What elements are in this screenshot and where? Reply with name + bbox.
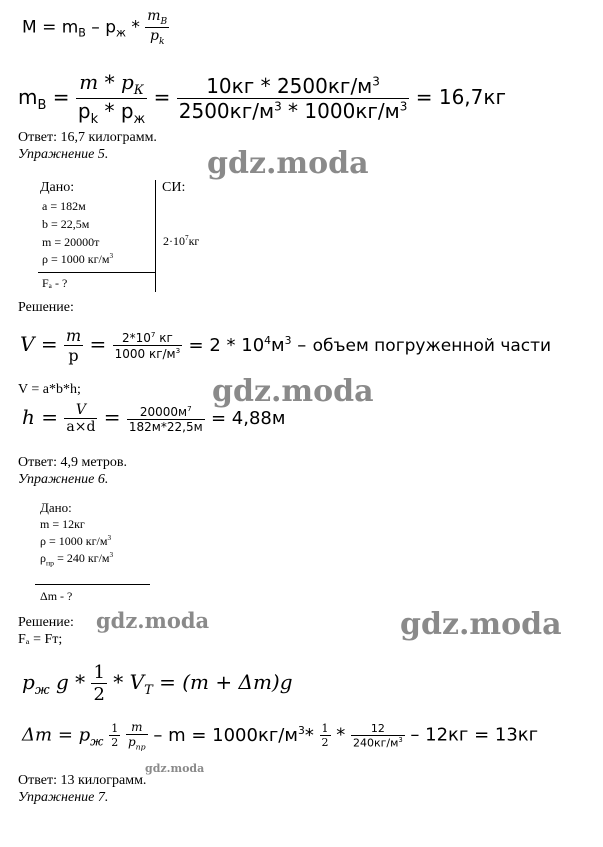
given6-rho xyxy=(40,534,111,549)
eq8-half2-den: 2 xyxy=(321,736,329,750)
eq2-f2-den-sup2: 3 xyxy=(399,99,408,114)
eq8-lhs: Δm xyxy=(22,724,53,746)
eq8-half xyxy=(109,722,120,749)
given5-si-value xyxy=(163,234,199,249)
eq3-equals-2: = xyxy=(89,332,107,356)
given6-title: Дано: xyxy=(40,500,72,515)
eq8-f-den-sup: 3 xyxy=(398,735,403,744)
eq1-lhs: M xyxy=(22,17,37,38)
eq8-fraction xyxy=(351,722,405,750)
eq3-f2-den: 1000 кг/м xyxy=(114,347,176,361)
eq7-half-num: 1 xyxy=(93,662,105,683)
given6-rho-pr-value: = 240 кг/м xyxy=(54,551,110,565)
eq3-result-unit: м xyxy=(271,335,285,356)
equation-force-balance: Fₐ = Fт; xyxy=(18,632,63,647)
eq2-f2-den: 2500кг/м xyxy=(178,99,275,123)
equation-volume-product: V = a*b*h; xyxy=(18,382,81,397)
eq5-fraction-1 xyxy=(64,402,97,435)
equation-mass-formula xyxy=(22,8,169,47)
eq2-fraction-1 xyxy=(76,70,147,127)
eq2-f1-den-sub2: ж xyxy=(133,112,146,127)
given6-rho-pr-sup: 3 xyxy=(109,551,114,559)
eq3-result-sup: 4 xyxy=(264,334,272,347)
eq1-equals: = xyxy=(42,17,57,38)
exercise-7-heading: Упражнение 7. xyxy=(18,790,109,805)
given5-a: a = 182м xyxy=(42,199,86,213)
eq7-c-sub: T xyxy=(144,683,153,698)
eq1-term-b-sub: ж xyxy=(116,26,126,40)
eq3-f2-num-unit: кг xyxy=(155,331,173,345)
eq8-star-2: * xyxy=(336,724,346,746)
given5-rho-text: ρ = 1000 кг/м xyxy=(42,252,110,266)
eq7-half xyxy=(91,662,106,705)
eq8-m-num: m xyxy=(131,720,143,734)
watermark-1: gdz.moda xyxy=(207,146,369,181)
eq8-rest-sup: 3 xyxy=(297,723,305,737)
eq3-f1-num: m xyxy=(65,326,82,345)
eq8-p-sub: ж xyxy=(90,734,104,749)
eq2-f2-num-sup: 3 xyxy=(372,74,380,89)
solution-label-2: Решение: xyxy=(18,615,74,630)
eq2-equals: = xyxy=(52,85,70,109)
exercise-5-heading: Упражнение 5. xyxy=(18,147,109,162)
eq2-f1-den: p xyxy=(77,99,91,123)
eq8-p: p xyxy=(78,724,91,746)
eq1-term-a: m xyxy=(61,17,79,38)
eq1-fraction xyxy=(145,8,169,47)
eq1-minus: – xyxy=(91,17,100,38)
eq2-f1-den-sub: k xyxy=(90,112,99,127)
eq2-f1-den-mid: * p xyxy=(98,99,134,123)
eq2-f2-den-sup: 3 xyxy=(274,99,282,114)
given5-find: Fₐ - ? xyxy=(42,276,68,290)
eq1-den: p xyxy=(150,27,159,44)
eq7-c: * V xyxy=(113,670,145,694)
eq3-equals: = xyxy=(40,332,58,356)
eq2-f1-num: m * p xyxy=(79,70,134,94)
eq8-half-num: 1 xyxy=(111,722,119,736)
eq3-tail: объем погруженной части xyxy=(312,336,552,356)
given6-m: m = 12кг xyxy=(40,517,85,531)
eq3-result-unit-sup: 3 xyxy=(284,334,292,347)
given6-find: Δm - ? xyxy=(40,589,73,603)
eq5-result: = 4,88м xyxy=(211,408,286,429)
eq2-fraction-2 xyxy=(177,74,410,123)
eq8-star: * xyxy=(304,724,314,746)
given5-si-unit: кг xyxy=(188,234,200,248)
eq7-rest: = (m + Δm)g xyxy=(159,670,293,694)
eq3-fraction-2 xyxy=(113,330,183,361)
eq1-den-sub: k xyxy=(158,36,165,47)
watermark-4: gdz.moda xyxy=(400,607,562,642)
equation-mass-value xyxy=(18,70,506,127)
eq8-f-num: 12 xyxy=(370,721,385,735)
equation-delta-mass xyxy=(22,720,538,751)
eq2-lhs-sub: В xyxy=(37,98,47,113)
eq5-f2-num: 20000м xyxy=(139,404,188,419)
solution-label: Решение: xyxy=(18,300,74,315)
eq1-term-b: p xyxy=(105,17,116,38)
given5-si-number: 2·10 xyxy=(163,234,185,248)
given5-title: Дано: xyxy=(40,180,75,195)
given6-rho-pr xyxy=(40,551,113,567)
eq7-a-sub: ж xyxy=(34,683,50,698)
eq5-f1-num: V xyxy=(75,402,86,418)
eq3-lhs: V xyxy=(20,332,35,356)
watermark-3: gdz.moda xyxy=(96,608,210,633)
exercise-6-heading: Упражнение 6. xyxy=(18,472,109,487)
eq2-f2-den-rest: * 1000кг/м xyxy=(281,99,400,123)
eq8-half2-num: 1 xyxy=(321,722,329,736)
eq8-rest: – m = 1000кг/м xyxy=(153,724,298,746)
answer-1: Ответ: 16,7 килограмм. xyxy=(18,130,157,145)
eq5-f1-den: a×d xyxy=(66,419,96,435)
eq1-num-sub: B xyxy=(160,16,168,27)
eq7-a: p xyxy=(22,670,35,694)
eq1-star: * xyxy=(131,17,140,38)
given5-vertical-divider xyxy=(155,180,156,292)
eq5-f2-num-sup: 7 xyxy=(187,403,192,413)
watermark-2: gdz.moda xyxy=(212,374,374,409)
eq8-equals: = xyxy=(57,724,73,746)
eq2-equals-2: = xyxy=(153,85,171,109)
given5-rho-sup: 3 xyxy=(109,252,114,260)
eq5-lhs: h xyxy=(22,405,35,429)
given6-horizontal-divider xyxy=(35,584,150,585)
eq3-f2-den-sup: 3 xyxy=(175,346,181,355)
eq8-result: – 12кг = 13кг xyxy=(410,724,539,746)
given5-m: m = 20000т xyxy=(42,235,100,249)
eq5-equals-2: = xyxy=(103,405,121,429)
eq5-equals: = xyxy=(41,405,59,429)
eq8-half-den: 2 xyxy=(111,736,119,750)
given6-rho-text: ρ = 1000 кг/м xyxy=(40,534,108,548)
given5-si-title: СИ: xyxy=(162,180,186,195)
eq2-f1-num-sub: К xyxy=(133,83,144,98)
eq3-fraction-1 xyxy=(64,326,83,365)
eq5-f2-den: 182м*22,5м xyxy=(128,419,203,434)
eq1-term-a-sub: В xyxy=(78,26,86,40)
eq2-lhs: m xyxy=(18,85,38,109)
eq2-f2-num: 10кг * 2500кг/м xyxy=(206,74,373,98)
equation-buoyancy xyxy=(22,662,293,705)
given5-horizontal-divider xyxy=(38,272,156,273)
eq1-num: m xyxy=(147,8,161,24)
equation-volume xyxy=(20,326,551,365)
eq3-f2-num: 2*10 xyxy=(121,331,151,345)
eq3-f1-den: p xyxy=(64,345,83,365)
eq2-result: = 16,7кг xyxy=(415,85,506,109)
given5-rho xyxy=(42,252,113,267)
eq5-fraction-2 xyxy=(127,404,205,434)
answer-3: Ответ: 13 килограмм. xyxy=(18,773,147,788)
eq3-f2-num-sup: 7 xyxy=(150,330,156,339)
answer-2: Ответ: 4,9 метров. xyxy=(18,455,127,470)
eq7-b: g * xyxy=(55,670,86,694)
eq7-half-den: 2 xyxy=(93,684,105,705)
given5-si-sup: 7 xyxy=(185,234,189,242)
given6-rho-pr-symbol: ρ xyxy=(40,551,46,565)
eq8-m-over-p xyxy=(126,720,148,751)
given5-b: b = 22,5м xyxy=(42,217,90,231)
eq3-dash: – xyxy=(291,335,307,356)
eq8-m-den: p xyxy=(127,735,136,749)
watermark-5: gdz.moda xyxy=(145,762,205,775)
eq8-half-2 xyxy=(320,722,331,749)
eq3-result: = 2 * 10 xyxy=(188,335,265,356)
given6-rho-sup: 3 xyxy=(107,534,112,542)
eq8-m-den-sub: пр xyxy=(135,742,146,752)
given6-rho-pr-sub: пр xyxy=(46,558,55,568)
eq8-f-den: 240кг/м xyxy=(353,736,399,750)
